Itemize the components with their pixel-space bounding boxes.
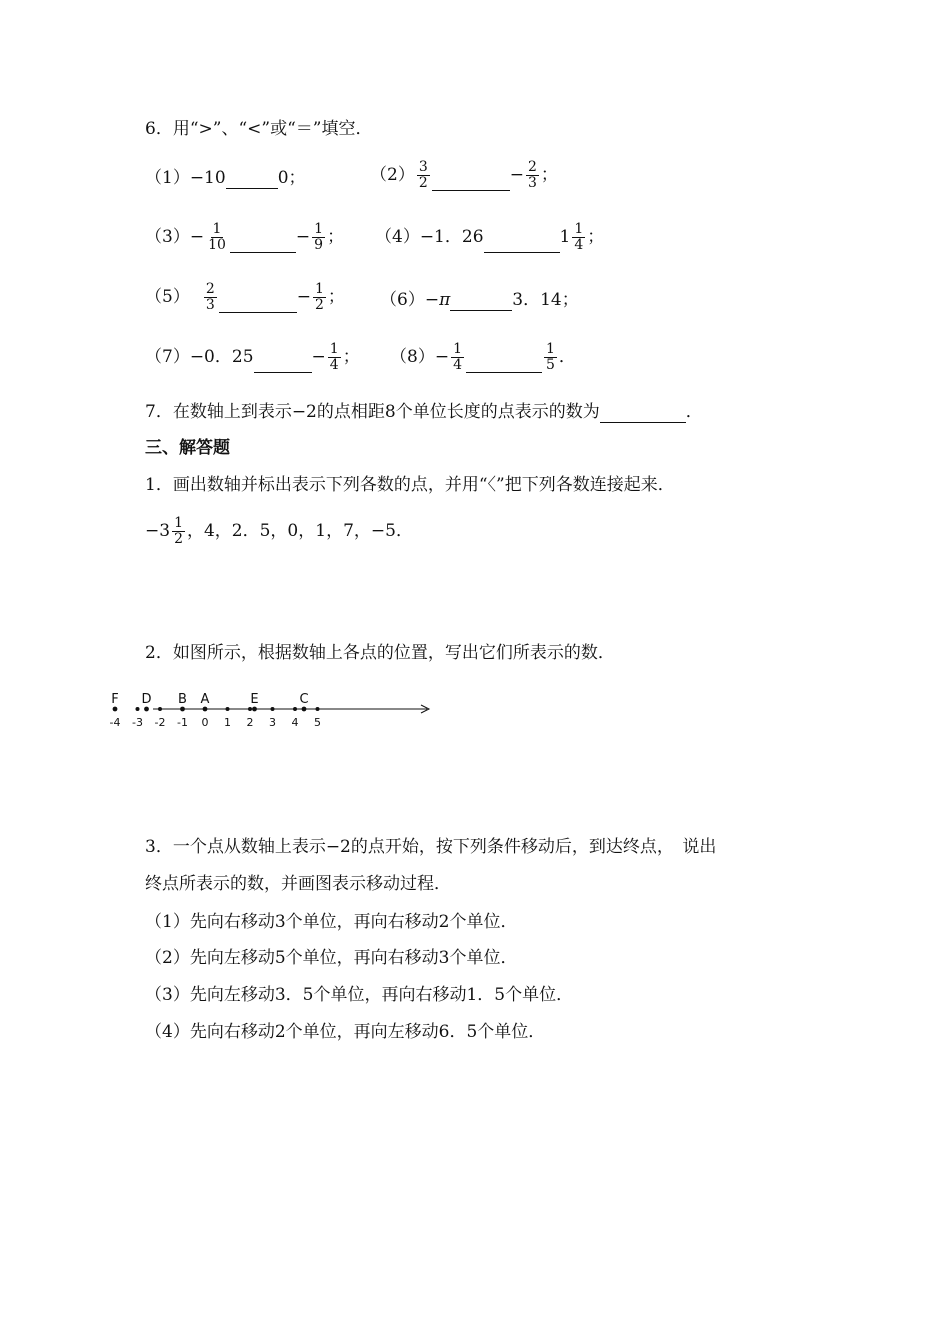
answer-blank[interactable] [230, 234, 296, 253]
fraction: $\frac{1}{2}$ [315, 281, 324, 313]
question-2: 2．如图所示，根据数轴上各点的位置，写出它们所表示的数． [145, 643, 615, 663]
q6-item-6: （6）−π 3．14； [380, 290, 579, 310]
tick-label: 0 [201, 716, 209, 729]
tick-mark [226, 707, 230, 711]
fraction: $\frac{1}{4}$ [453, 341, 462, 373]
answer-blank[interactable] [219, 294, 297, 313]
point-label: E [250, 692, 259, 707]
tick-label: -2 [154, 716, 166, 729]
q6-item-7: （7）−0．25 − $\frac{1}{4}$ ； [145, 341, 360, 373]
fraction: $\frac{1}{4}$ [329, 341, 339, 373]
tick-label: -4 [109, 716, 121, 729]
fraction: $\frac{2}{3}$ [205, 281, 215, 313]
fraction: $\frac{1}{10}$ [208, 221, 226, 253]
q6-item-3: （3）− $\frac{1}{10}$ − $\frac{1}{9}$ ； [145, 221, 345, 253]
tick-label: 3 [269, 716, 276, 729]
point-label: B [178, 692, 187, 707]
q6-item-1: （1）−10 0； [145, 168, 306, 188]
tick-label: 4 [291, 716, 299, 729]
answer-blank[interactable] [432, 172, 510, 191]
question-3-sub-1: （1）先向右移动3个单位，再向右移动2个单位． [145, 912, 518, 932]
tick-mark [316, 707, 320, 711]
question-3-line-2: 终点所表示的数，并画图表示移动过程． [145, 874, 451, 894]
fraction: $\frac{1}{9}$ [314, 221, 324, 253]
tick-mark [158, 707, 162, 711]
tick-mark [248, 707, 252, 711]
fraction: $\frac{2}{3}$ [528, 159, 537, 191]
question-1-numbers: −3 $\frac{1}{2}$ ，4，2．5，0，1，7，−5． [145, 515, 413, 547]
tick-label: 1 [224, 716, 231, 729]
q6-item-2: （2） $\frac{3}{2}$ − $\frac{2}{3}$ ； [370, 159, 558, 191]
answer-blank[interactable] [226, 170, 278, 189]
number-line [109, 685, 445, 735]
answer-blank[interactable] [466, 354, 542, 373]
tick-mark [113, 707, 117, 711]
point-marker [252, 707, 257, 712]
tick-mark [271, 707, 275, 711]
tick-label: -3 [132, 716, 143, 729]
tick-label: 2 [246, 716, 254, 729]
answer-blank[interactable] [484, 234, 560, 253]
point-label: D [141, 692, 152, 707]
answer-blank[interactable] [450, 292, 512, 311]
q7: 7．在数轴上到表示−2的点相距8个单位长度的点表示的数为 ． [145, 402, 703, 422]
point-label: C [299, 692, 309, 707]
fraction: $\frac{3}{2}$ [418, 159, 428, 191]
q6-item-8: （8）− $\frac{1}{4}$ $\frac{1}{5}$ ． [390, 341, 576, 373]
question-3-line-1: 3．一个点从数轴上表示−2的点开始，按下列条件移动后，到达终点， 说出 [145, 837, 717, 857]
tick-mark [181, 707, 185, 711]
tick-mark [293, 707, 297, 711]
q6-title: 6．用“>”、“<”或“＝”填空． [145, 119, 373, 139]
tick-mark [136, 707, 140, 711]
point-label: F [111, 692, 119, 707]
point-label: A [200, 692, 210, 707]
question-3-sub-4: （4）先向右移动2个单位，再向左移动6．5个单位． [145, 1022, 546, 1042]
answer-blank[interactable] [254, 354, 312, 373]
question-1: 1．画出数轴并标出表示下列各数的点，并用“〈”把下列各数连接起来． [145, 475, 675, 495]
tick-label: 5 [314, 716, 321, 729]
section-title: 三、解答题 [145, 438, 230, 458]
question-3-sub-3: （3）先向左移动3．5个单位，再向右移动1．5个单位． [145, 985, 574, 1005]
point-marker [144, 707, 149, 712]
q6-item-4: （4）−1．26 1 $\frac{1}{4}$ ； [375, 221, 605, 253]
question-3-sub-2: （2）先向左移动5个单位，再向右移动3个单位． [145, 948, 518, 968]
fraction: $\frac{1}{5}$ [545, 341, 555, 373]
fraction: $\frac{1}{2}$ [174, 515, 183, 547]
answer-blank[interactable] [600, 404, 686, 423]
fraction: $\frac{1}{4}$ [574, 221, 584, 253]
tick-label: -1 [177, 716, 188, 729]
point-marker [302, 707, 307, 712]
tick-mark [203, 707, 207, 711]
q6-item-5: （5） $\frac{2}{3}$ − $\frac{1}{2}$ ； [145, 281, 345, 313]
